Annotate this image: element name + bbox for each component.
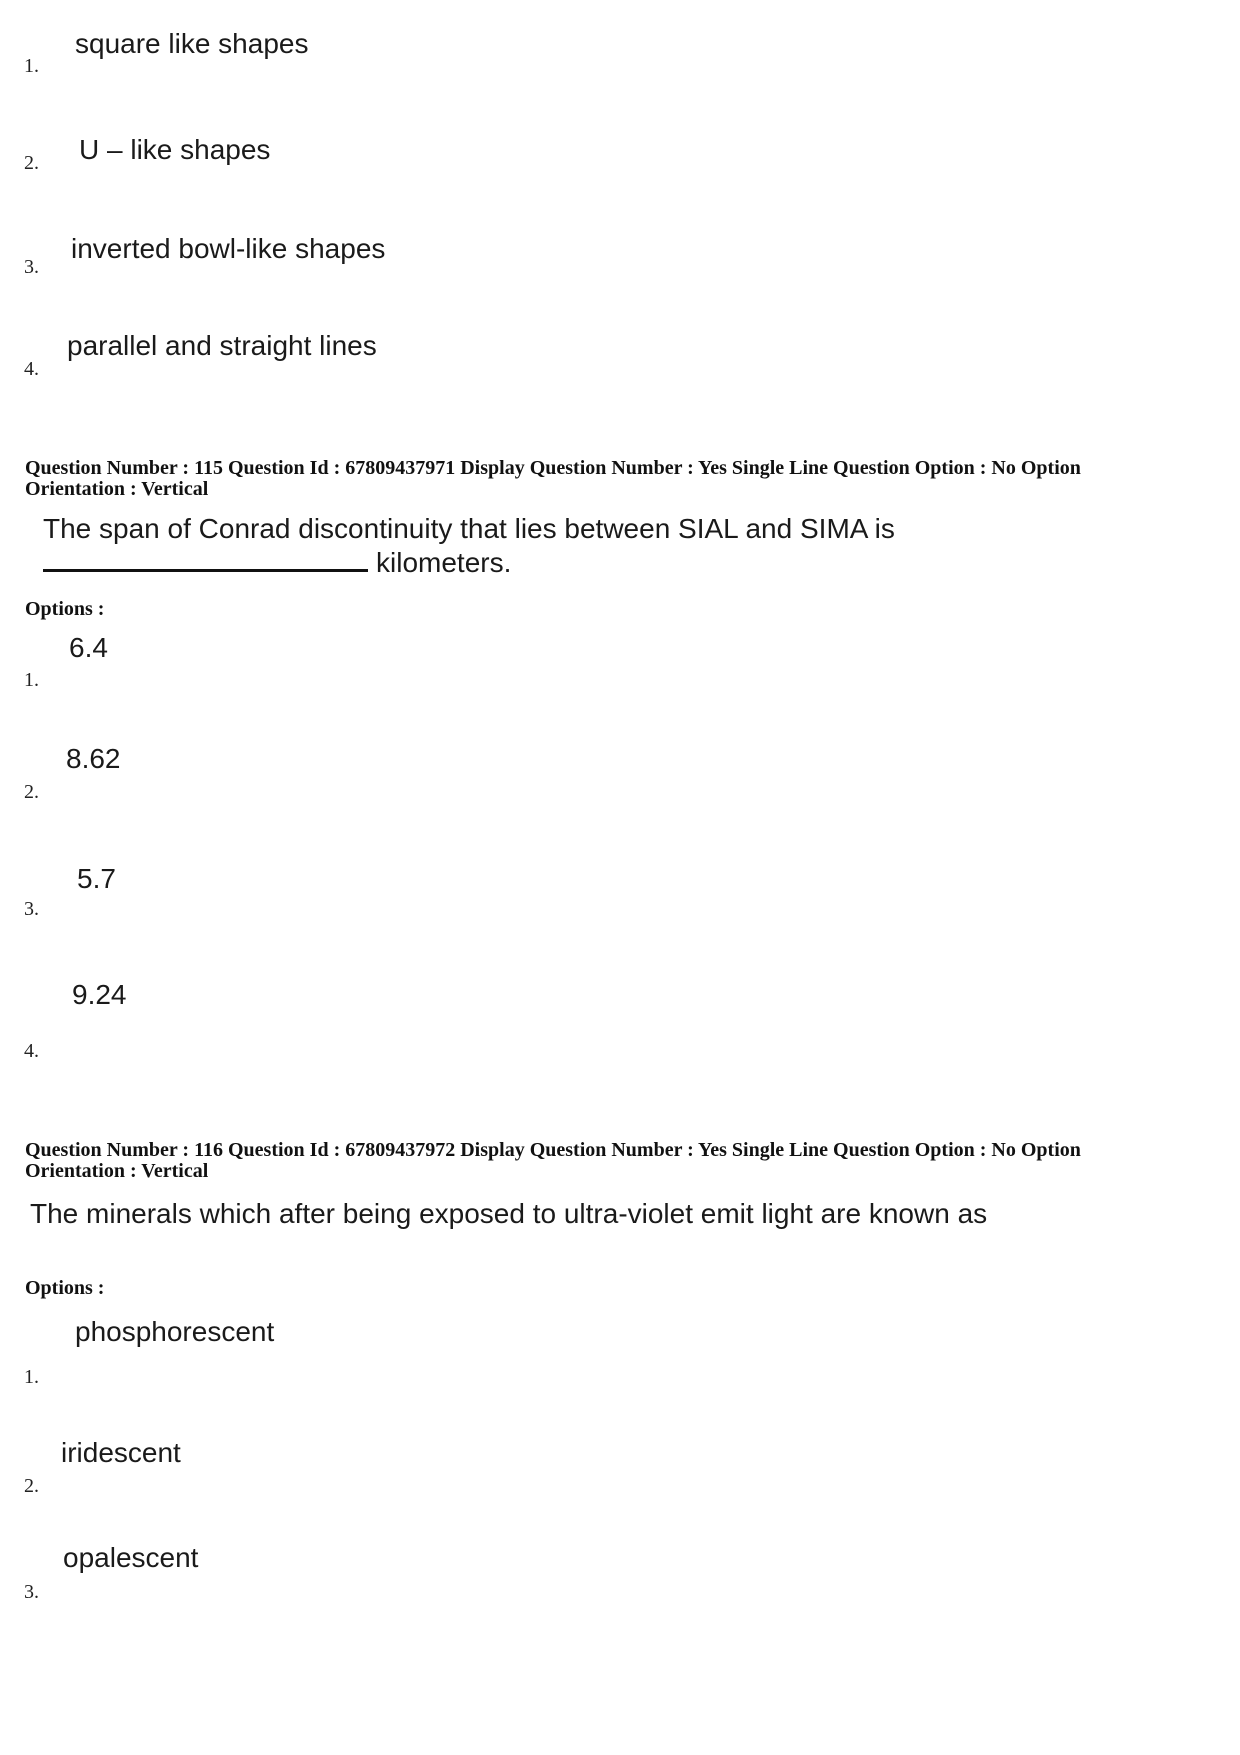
option-text: 9.24: [72, 979, 127, 1010]
question-meta-line: Question Number : 115 Question Id : 67809437971 Display Question Number : Yes Single Line Question Option : No Option: [25, 457, 1081, 479]
option-text: 6.4: [69, 632, 108, 663]
option-number: 2.: [24, 152, 39, 174]
option-text: iridescent: [61, 1437, 181, 1468]
option-number: 4.: [24, 1040, 39, 1062]
question-text-suffix: kilometers.: [376, 547, 512, 578]
option-number: 3.: [24, 1581, 39, 1603]
options-label: Options :: [25, 598, 105, 620]
option-text: U – like shapes: [79, 134, 271, 165]
option-number: 2.: [24, 781, 39, 803]
options-label: Options :: [25, 1277, 105, 1299]
option-number: 2.: [24, 1475, 39, 1497]
question-meta-line: Question Number : 116 Question Id : 67809437972 Display Question Number : Yes Single Line Question Option : No Option: [25, 1139, 1081, 1161]
option-text: inverted bowl-like shapes: [71, 233, 386, 264]
option-text: parallel and straight lines: [67, 330, 377, 361]
question-meta: [25, 458, 1081, 500]
fill-in-blank: [43, 547, 368, 572]
option-number: 1.: [24, 55, 39, 77]
option-text: phosphorescent: [75, 1316, 275, 1347]
option-number: 4.: [24, 358, 39, 380]
option-number: 1.: [24, 669, 39, 691]
option-text: opalescent: [63, 1542, 199, 1573]
question-text: [43, 512, 895, 580]
question-text-line: The span of Conrad discontinuity that lies between SIAL and SIMA is: [43, 513, 895, 544]
option-text: 8.62: [66, 743, 121, 774]
question-meta-line: Orientation : Vertical: [25, 1160, 209, 1182]
option-text: 5.7: [77, 863, 116, 894]
option-number: 3.: [24, 256, 39, 278]
option-number: 1.: [24, 1366, 39, 1388]
option-text: square like shapes: [75, 28, 309, 59]
question-meta-line: Orientation : Vertical: [25, 478, 209, 500]
question-text-line: [43, 546, 895, 580]
question-text: The minerals which after being exposed to ultra-violet emit light are known as: [30, 1198, 988, 1229]
option-number: 3.: [24, 898, 39, 920]
question-meta: [25, 1140, 1081, 1182]
